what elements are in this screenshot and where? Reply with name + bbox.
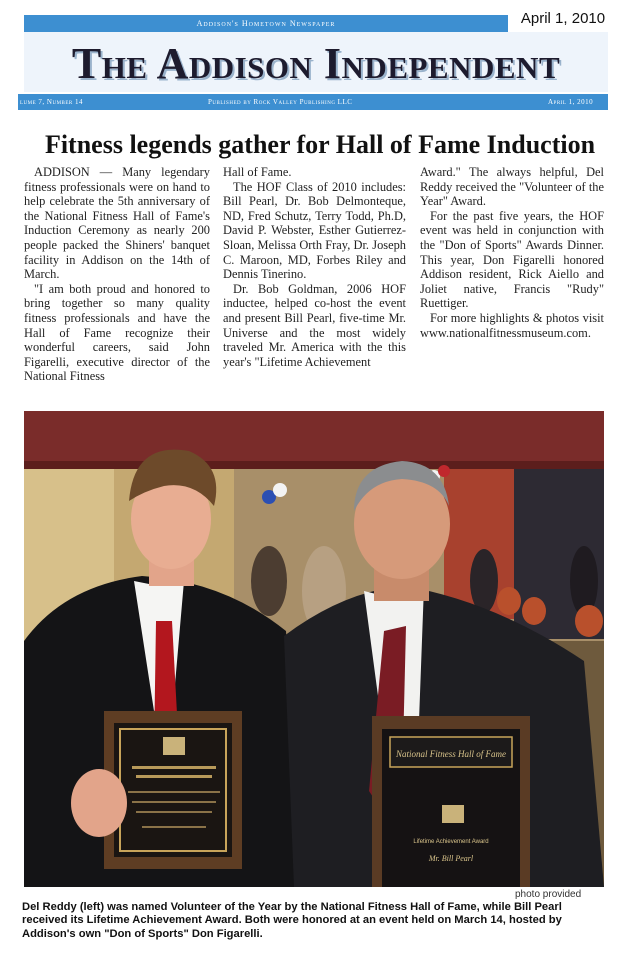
- article-headline: Fitness legends gather for Hall of Fame Induction: [44, 130, 596, 159]
- photo-illustration: [24, 411, 604, 887]
- article-paragraph: Hall of Fame.: [223, 165, 292, 179]
- masthead: [24, 32, 608, 92]
- issue-date: April 1, 2010: [548, 98, 594, 106]
- photo-caption: Del Reddy (left) was named Volunteer of the Year by the National Fitness Hall of Fame, while Bill Pearl received its Lifetime Achievement Award. Both were honored at an event held on March 14, hosted by Addison's own "Don of Sports" Don Figarelli.: [22, 901, 562, 940]
- article-paragraph: Award." The always helpful, Del Reddy received the "Volunteer of the Year" Award.: [420, 165, 604, 209]
- balloon-icon: [438, 465, 450, 477]
- date-stamp: April 1, 2010: [520, 10, 606, 27]
- article-paragraph: The HOF Class of 2010 includes: Bill Pearl, Dr. Bob Delmonteque, ND, Fred Schutz, Terry Todd, Ph.D, David P. Webster, Esther Gutierrez-Sloan, Melissa Orth Fray, Dr. Joseph C. Maroon, MD, Forbes Riley and Dennis Tinerino.: [223, 179, 406, 282]
- article-paragraph: For more highlights & photos visit www.nationalfitnessmuseum.com.: [420, 310, 604, 340]
- plaque-award-name: Lifetime Achievement Award: [413, 839, 489, 845]
- plaque-title: National Fitness Hall of Fame: [396, 749, 506, 759]
- article-paragraph: ADDISON — Many legendary fitness professionals were on hand to help celebrate the 5th anniversary of the National Fitness Hall of Fame's Induction Ceremony as nearly 200 people packed the Shiners' banquet facility in Addison on the 14th of March.: [24, 165, 210, 282]
- article-column-3: [420, 165, 604, 340]
- masthead-info-bar: [18, 94, 608, 110]
- article-column-1: [24, 165, 210, 384]
- lifetime-achievement-plaque: [372, 716, 530, 887]
- article-column-2: [223, 165, 406, 369]
- publisher-line: Published by Rock Valley Publishing LLC: [208, 98, 353, 106]
- masthead-tagline-bar: [24, 15, 508, 33]
- balloon-icon: [273, 483, 287, 497]
- volume-number: lume 7, Number 14: [20, 98, 84, 106]
- masthead-tagline: Addison's Hometown Newspaper: [196, 19, 336, 28]
- photo-credit: photo provided: [515, 889, 582, 900]
- article-paragraph: For the past five years, the HOF event was held in conjunction with the "Don of Sports" Awards Dinner. This year, Don Figarelli honored Addison resident, Rick Aiello and Joliet native, Francis "Rudy" Ruettiger.: [420, 208, 604, 311]
- article-paragraph: "I am both proud and honored to bring together so many quality fitness professionals and have the Hall of Fame recognize their wonderful careers, said John Figarelli, executive director of the National Fitness: [24, 281, 210, 384]
- article-photo: [24, 411, 604, 887]
- newspaper-title: The Addison Independent: [71, 39, 561, 88]
- article-paragraph: Dr. Bob Goldman, 2006 HOF inductee, helped co-host the event and present Bill Pearl, five-time Mr. Universe and the most widely traveled Mr. America with the this year's "Lifetime Achievement: [223, 281, 406, 369]
- plaque-recipient: Mr. Bill Pearl: [428, 854, 474, 863]
